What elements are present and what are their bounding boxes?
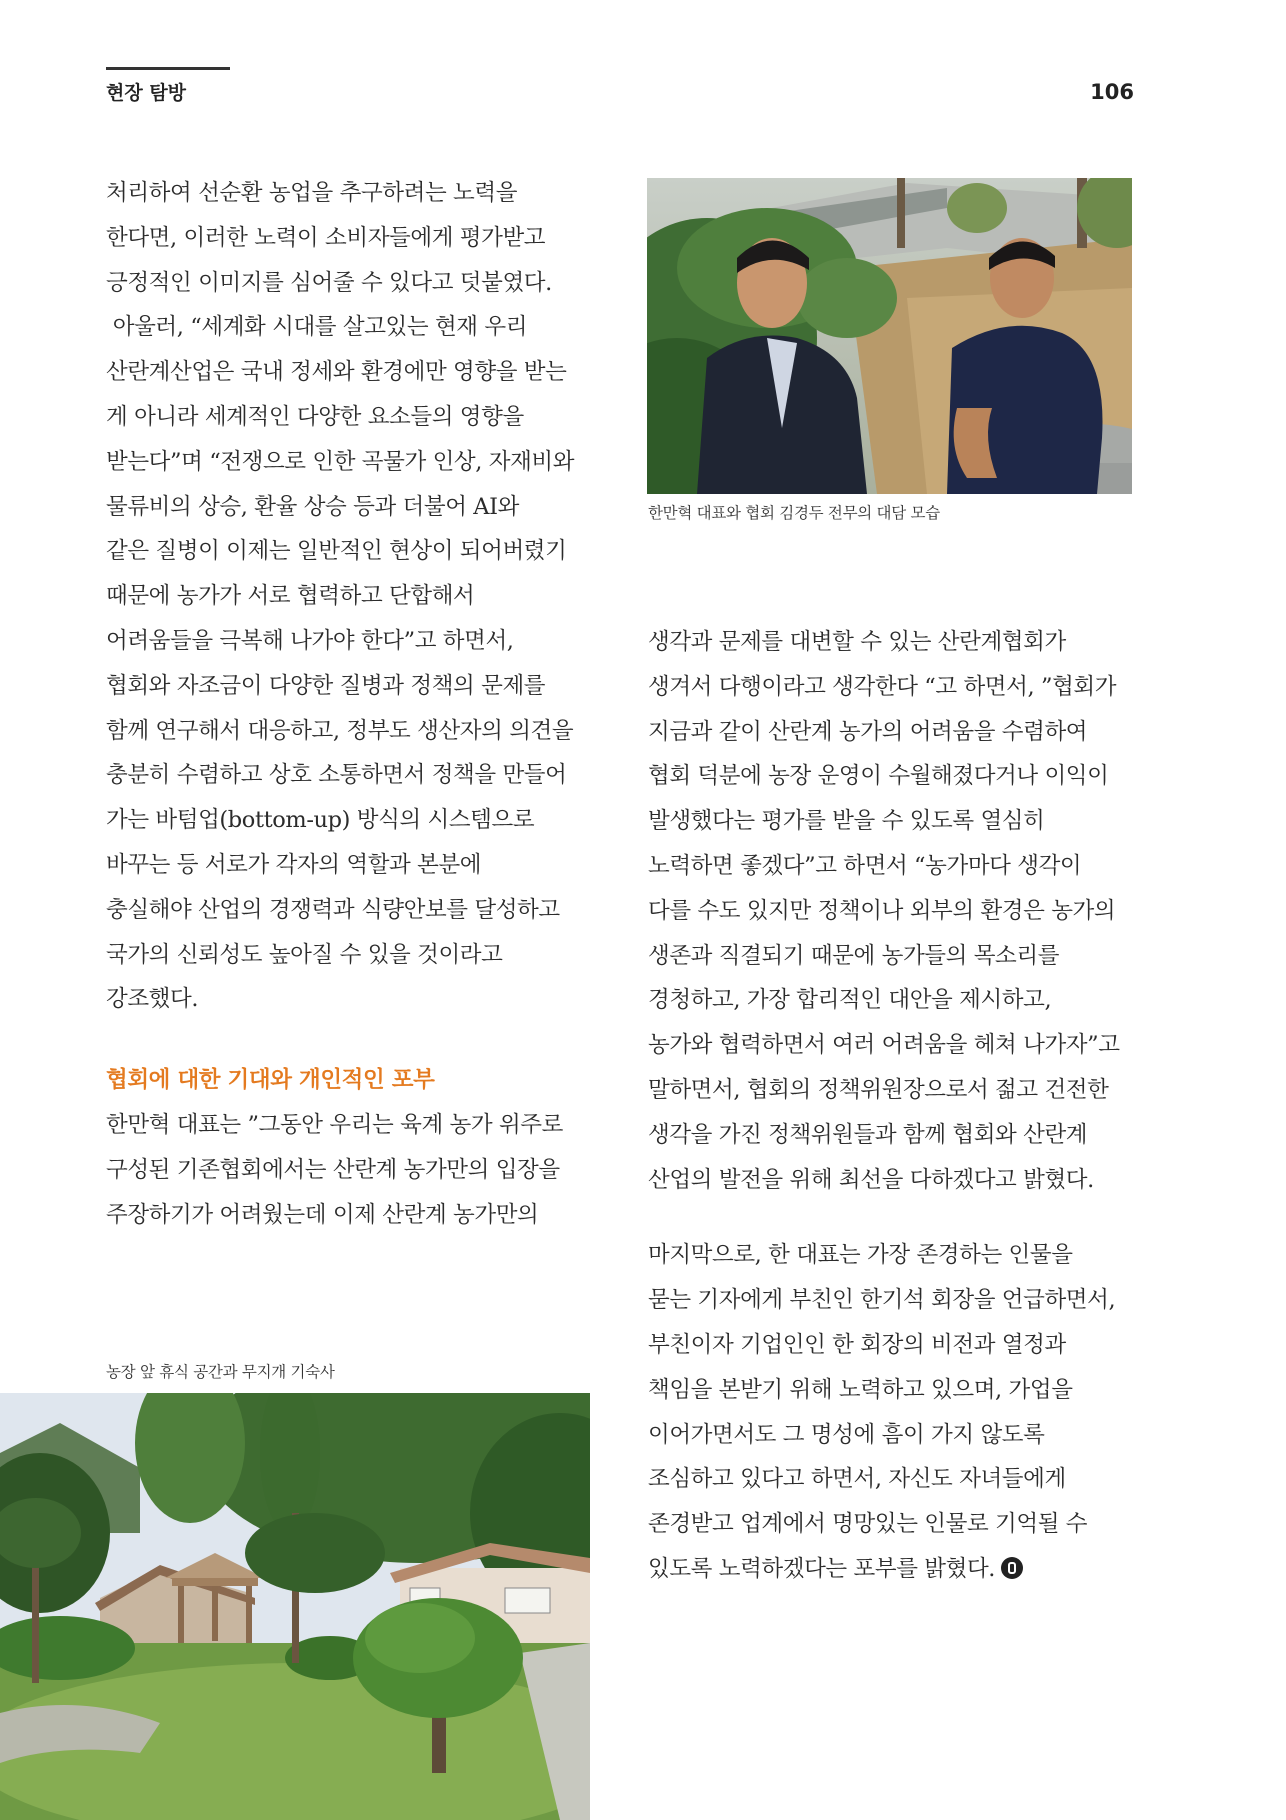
- text-line: 마지막으로, 한 대표는 가장 존경하는 인물을: [648, 1242, 1073, 1269]
- garden-photo: [0, 1393, 590, 1820]
- text-line: 가는 바텀업(bottom-up) 방식의 시스템으로: [106, 807, 535, 834]
- text-line: 말하면서, 협회의 정책위원장으로서 젊고 건전한: [648, 1076, 1109, 1103]
- text-line: 조심하고 있다고 하면서, 자신도 자녀들에게: [648, 1466, 1066, 1493]
- text-line: 책임을 본받기 위해 노력하고 있으며, 가업을: [648, 1376, 1073, 1403]
- text-line: 처리하여 선순환 농업을 추구하려는 노력을: [106, 180, 518, 206]
- text-line: [648, 1547, 1148, 1592]
- text-line: 국가의 신뢰성도 높아질 수 있을 것이라고: [106, 941, 503, 968]
- text-line: 아울러, “세계화 시대를 살고있는 현재 우리: [106, 314, 528, 341]
- text-line: 게 아니라 세계적인 다양한 요소들의 영향을: [106, 403, 524, 430]
- article-left-column: [106, 171, 606, 1237]
- text-line: 산업의 발전을 위해 최선을 다하겠다고 밝혔다.: [648, 1166, 1094, 1193]
- text-line: 생존과 직결되기 때문에 농가들의 목소리를: [648, 942, 1060, 969]
- interview-photo: [647, 178, 1132, 494]
- text-line: 충분히 수렴하고 상호 소통하면서 정책을 만들어: [106, 762, 567, 789]
- text-line: 구성된 기존협회에서는 산란계 농가만의 입장을: [106, 1156, 560, 1183]
- header-rule: [106, 67, 230, 70]
- text-line: 묻는 기자에게 부친인 한기석 회장을 언급하면서,: [648, 1287, 1116, 1314]
- text-line: 바꾸는 등 서로가 각자의 역할과 본분에: [106, 851, 482, 878]
- article-right-column: [648, 620, 1148, 1592]
- text-line: 생각과 문제를 대변할 수 있는 산란계협회가: [648, 629, 1066, 655]
- section-subheading: 협회에 대한 기대와 개인적인 포부: [106, 1067, 435, 1094]
- article-end-mark-icon: [1001, 1557, 1023, 1579]
- paragraph-right-1: [648, 620, 1148, 1202]
- text-line: 어려움들을 극복해 나가야 한다”고 하면서,: [106, 627, 514, 654]
- text-line: 함께 연구해서 대응하고, 정부도 생산자의 의견을: [106, 717, 574, 744]
- text-line: 한만혁 대표는 ”그동안 우리는 육계 농가 위주로: [106, 1111, 563, 1138]
- text-line: 받는다”며 “전쟁으로 인한 곡물가 인상, 자재비와: [106, 448, 575, 475]
- text-line: 농가와 협력하면서 여러 어려움을 헤쳐 나가자”고: [648, 1032, 1120, 1059]
- text-line: 강조했다.: [106, 986, 199, 1013]
- paragraph-right-2: [648, 1233, 1148, 1591]
- text-line: 경청하고, 가장 합리적인 대안을 제시하고,: [648, 987, 1052, 1014]
- page-number: 106: [1090, 80, 1134, 104]
- text-line: 부친이자 기업인인 한 회장의 비전과 열정과: [648, 1331, 1066, 1358]
- text-line-content: 있도록 노력하겠다는 포부를 밝혔다.: [648, 1555, 996, 1582]
- text-line: 산란계산업은 국내 정세와 환경에만 영향을 받는: [106, 359, 567, 386]
- text-line: 협회 덕분에 농장 운영이 수월해졌다거나 이익이: [648, 763, 1109, 790]
- text-line: 때문에 농가가 서로 협력하고 단합해서: [106, 583, 475, 610]
- garden-photo-caption: 농장 앞 휴식 공간과 무지개 기숙사: [106, 1363, 335, 1381]
- section-label: 현장 탐방: [106, 82, 187, 104]
- text-line: 생겨서 다행이라고 생각한다 “고 하면서, ”협회가: [648, 673, 1117, 700]
- paragraph-left-2: [106, 1103, 606, 1237]
- text-line: 이어가면서도 그 명성에 흠이 가지 않도록: [648, 1421, 1045, 1448]
- text-line: 존경받고 업계에서 명망있는 인물로 기억될 수: [648, 1511, 1088, 1538]
- text-line: 물류비의 상승, 환율 상승 등과 더불어 AI와: [106, 493, 519, 520]
- text-line: 생각을 가진 정책위원들과 함께 협회와 산란계: [648, 1121, 1088, 1148]
- text-line: 주장하기가 어려웠는데 이제 산란계 농가만의: [106, 1201, 539, 1228]
- text-line: 긍정적인 이미지를 심어줄 수 있다고 덧붙였다.: [106, 269, 552, 296]
- text-line: 다를 수도 있지만 정책이나 외부의 환경은 농가의: [648, 897, 1116, 924]
- text-line: 노력하면 좋겠다”고 하면서 “농가마다 생각이: [648, 852, 1082, 879]
- text-line: 같은 질병이 이제는 일반적인 현상이 되어버렸기: [106, 538, 567, 565]
- paragraph-left-1: [106, 171, 606, 1022]
- text-line: 발생했다는 평가를 받을 수 있도록 열심히: [648, 808, 1045, 835]
- text-line: 지금과 같이 산란계 농가의 어려움을 수렴하여: [648, 718, 1088, 745]
- interview-photo-caption: 한만혁 대표와 협회 김경두 전무의 대담 모습: [648, 504, 940, 522]
- text-line: 협회와 자조금이 다양한 질병과 정책의 문제를: [106, 672, 546, 699]
- text-line: 충실해야 산업의 경쟁력과 식량안보를 달성하고: [106, 896, 560, 923]
- text-line: 한다면, 이러한 노력이 소비자들에게 평가받고: [106, 224, 546, 251]
